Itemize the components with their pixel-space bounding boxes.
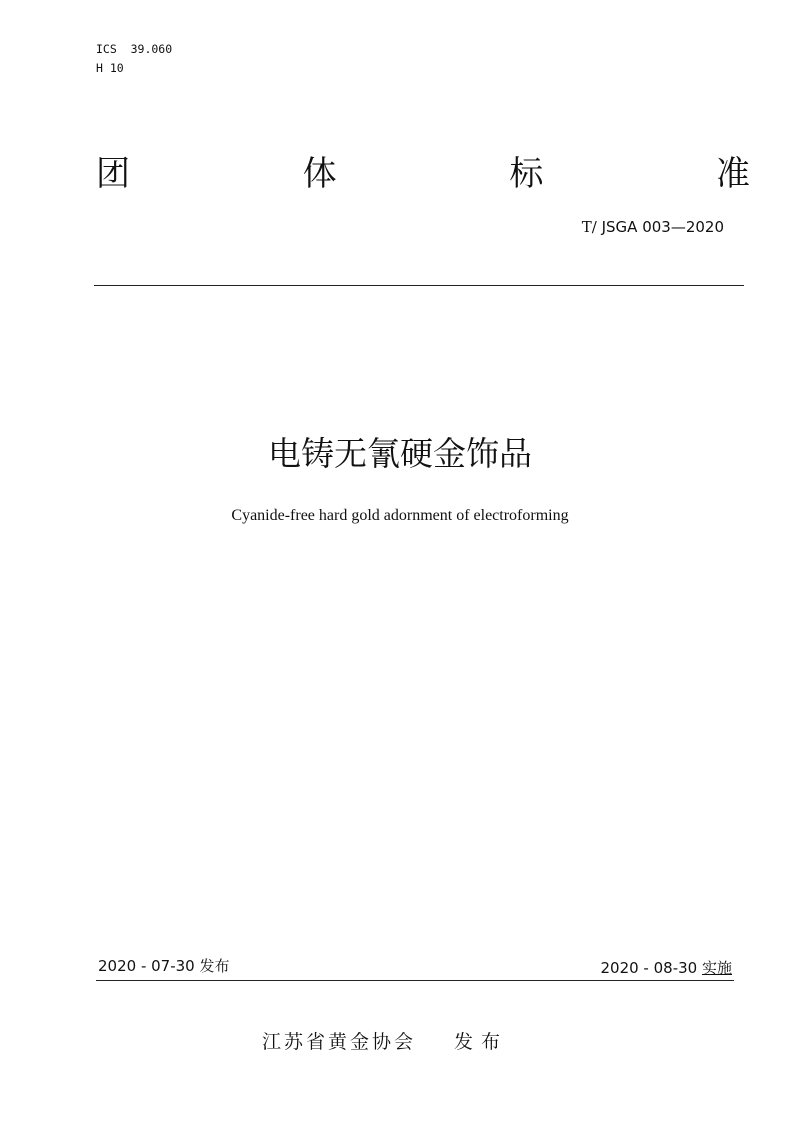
date-row xyxy=(96,954,734,981)
standard-number-code: JSGA 003—2020 xyxy=(596,218,724,236)
ics-code: ICS 39.060 xyxy=(96,42,173,56)
document-title-english: Cyanide-free hard gold adornment of electroforming xyxy=(231,507,569,524)
standard-number-prefix: T/ xyxy=(581,218,597,236)
standard-type-char: 准 xyxy=(715,154,750,194)
document-title-chinese: 电铸无氰硬金饰品 xyxy=(268,434,532,473)
standard-number xyxy=(582,216,724,238)
standard-type-heading xyxy=(96,152,750,196)
ccs-code: H 10 xyxy=(96,61,124,75)
standard-type-char: 团 xyxy=(96,154,130,194)
publish-date: 2020 - 07-30 xyxy=(98,957,195,975)
header-divider xyxy=(94,285,744,286)
publish-label: 发布 xyxy=(199,957,230,975)
implement-label: 实施 xyxy=(701,959,732,977)
implement-date-group xyxy=(600,956,732,980)
publisher-label: 发布 xyxy=(454,1031,509,1053)
standard-type-char: 标 xyxy=(509,154,544,194)
implement-date: 2020 - 08-30 xyxy=(600,959,698,977)
standard-type-char: 体 xyxy=(302,154,337,194)
publisher-organization: 江苏省黄金协会 xyxy=(262,1031,417,1053)
publisher-line xyxy=(262,1028,508,1056)
classification-block xyxy=(96,40,172,78)
publish-date-group xyxy=(98,954,230,978)
